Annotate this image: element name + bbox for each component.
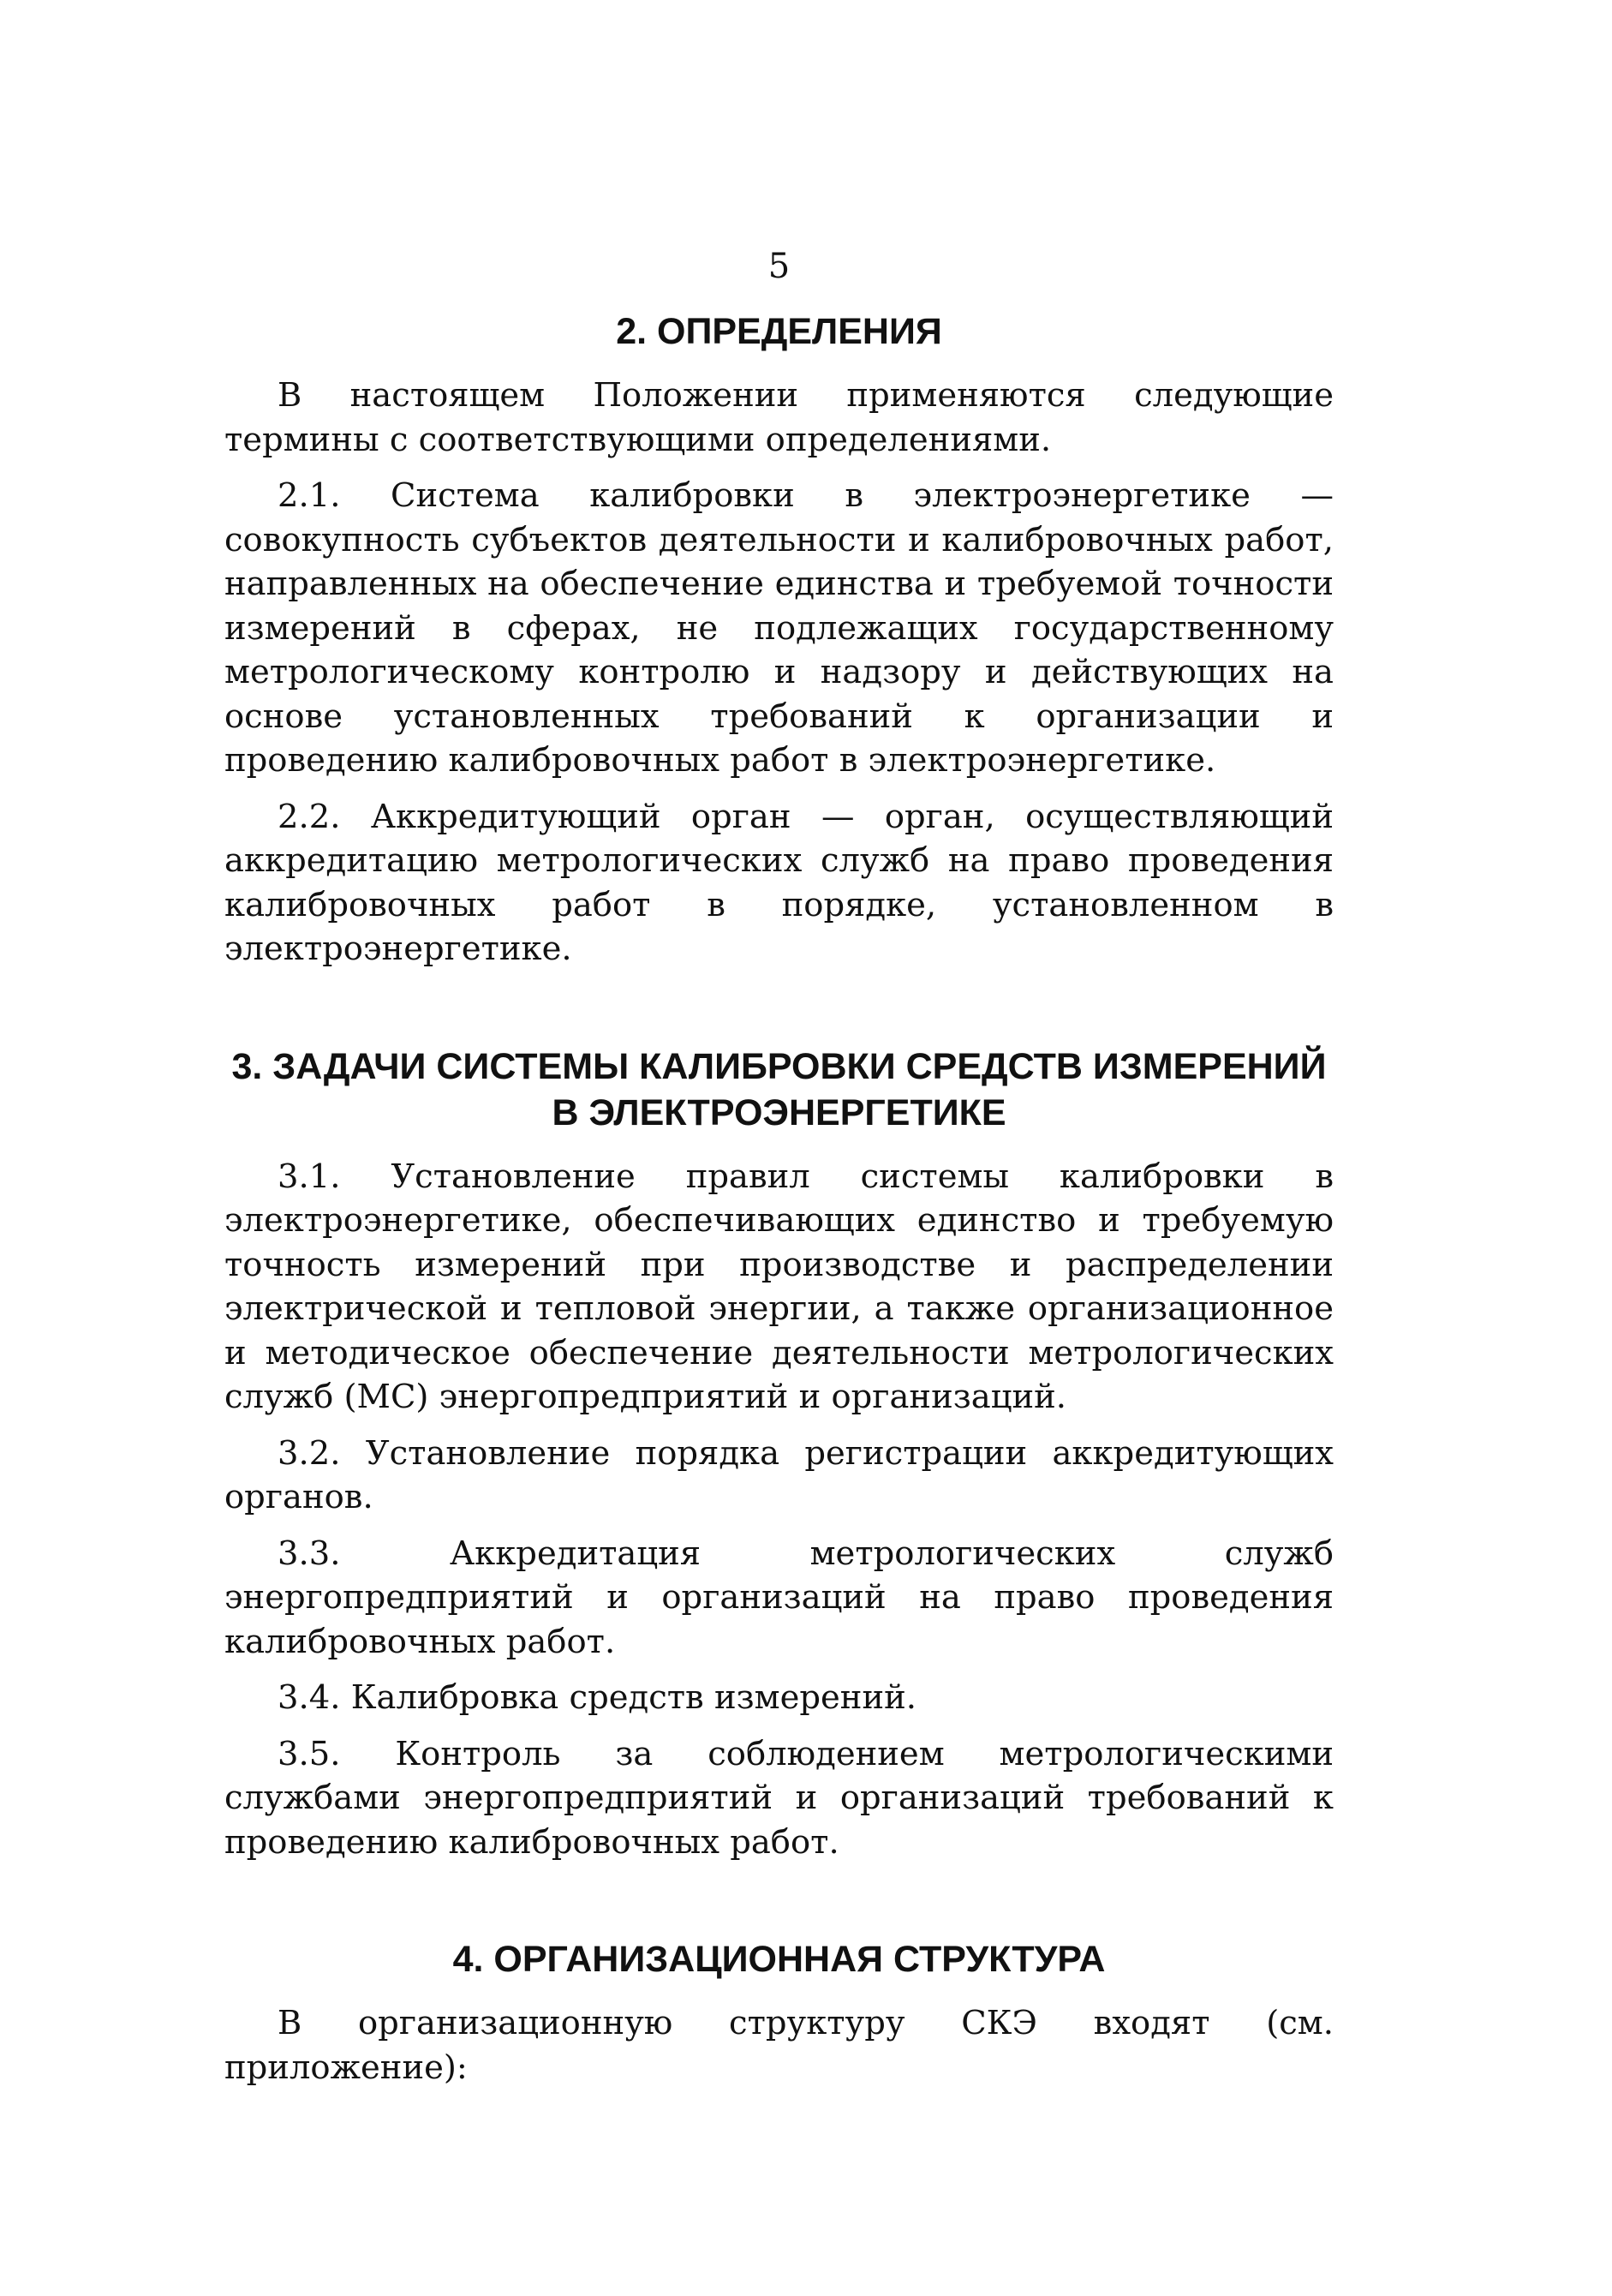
clause-2-1: 2.1. Система калибровки в электроэнергетике — совокупность субъектов деятельности и калибровочных работ, направленных на обеспечение единства и требуемой точности измерений в сферах, не подлежащих государственному метрологическому контролю и надзору и действующих на основе установленных требований к организации и проведению калибровочных работ в электроэнергетике. [224, 476, 1334, 780]
clause-2-2: 2.2. Аккредитующий орган — орган, осуществляющий аккредитацию метрологических служб на право проведения калибровочных работ в порядке, установленном в электроэнергетике. [224, 797, 1334, 968]
section-3-heading [224, 1043, 1334, 1136]
clause-3-4: 3.4. Калибровка средств измерений. [278, 1678, 917, 1717]
section-4-intro: В организационную структуру СКЭ входят (см. приложение): [224, 2004, 1334, 2087]
clause-3-2: 3.2. Установление порядка регистрации аккредитующих органов. [224, 1433, 1334, 1516]
section-2-intro: В настоящем Положении применяются следующие термины с соответствующими определениями. [224, 376, 1334, 459]
document-page [224, 245, 1334, 2102]
clause-3-5: 3.5. Контроль за соблюдением метрологическими службами энергопредприятий и организаций требований к проведению калибровочных работ. [224, 1734, 1334, 1862]
section-4-heading: 4. ОРГАНИЗАЦИОННАЯ СТРУКТУРА [452, 1939, 1106, 1980]
clause-3-1: 3.1. Установление правил системы калибровки в электроэнергетике, обеспечивающих единство и требуемую точность измерений при производстве и распределении электрической и тепловой энергии, а также организационное и методическое обеспечение деятельности метрологических служб (МС) энергопредприятий и организаций. [224, 1157, 1334, 1416]
page-number: 5 [767, 247, 791, 286]
section-3-heading-line-2: В ЭЛЕКТРОЭНЕРГЕТИКЕ [552, 1091, 1006, 1133]
section-2-heading: 2. ОПРЕДЕЛЕНИЯ [616, 311, 942, 352]
clause-3-3: 3.3. Аккредитация метрологических служб энергопредприятий и организаций на право проведения калибровочных работ. [224, 1534, 1334, 1661]
section-3-heading-line-1: 3. ЗАДАЧИ СИСТЕМЫ КАЛИБРОВКИ СРЕДСТВ ИЗМЕРЕНИЙ [231, 1045, 1327, 1087]
